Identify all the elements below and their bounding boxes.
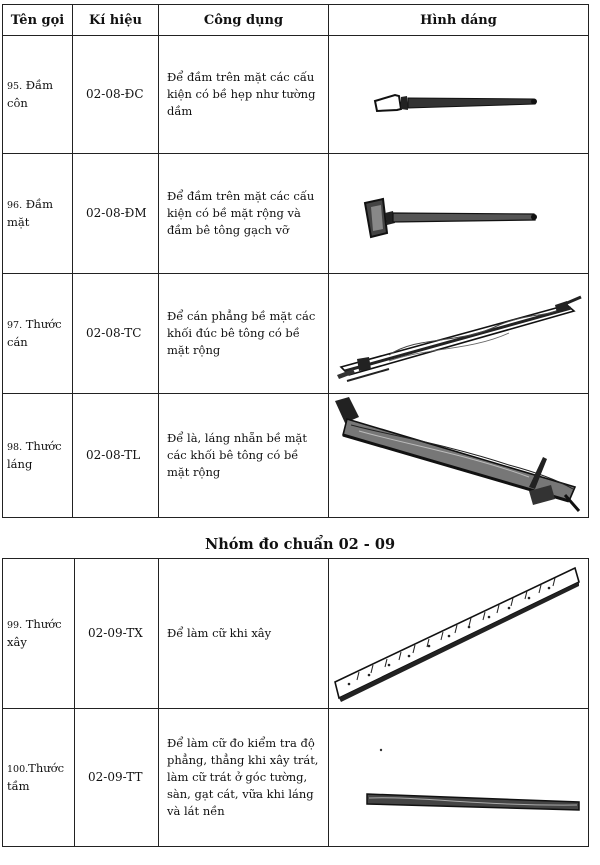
masonry-gauge-ruler-icon xyxy=(329,560,587,708)
tool-code-cell: 02-08-TL xyxy=(73,394,159,518)
straightedge-ruler-icon xyxy=(329,710,587,846)
tool-code-cell: 02-09-TT xyxy=(75,709,159,847)
tool-shape-cell xyxy=(329,394,589,518)
tool-shape-cell xyxy=(329,709,589,847)
table-header-row xyxy=(3,5,589,36)
tools-table-group-02-08 xyxy=(2,4,589,518)
tool-shape-cell xyxy=(329,36,589,154)
tool-use-cell: Để đầm trên mặt các cấu kiện có bề hẹp như tường dầm xyxy=(159,36,329,154)
table-row xyxy=(3,559,589,709)
tool-name-cell: 97. Thước cán xyxy=(3,274,73,394)
tool-use-cell: Để là, láng nhẵn bề mặt các khối bê tông có bề mặt rộng xyxy=(159,394,329,518)
tool-code-cell: 02-08-ĐC xyxy=(73,36,159,154)
tool-name-cell: 95. Đầm côn xyxy=(3,36,73,154)
table-row xyxy=(3,36,589,154)
tool-name-cell: 96. Đầm mặt xyxy=(3,154,73,274)
tool-shape-cell xyxy=(329,274,589,394)
tool-code-cell: 02-08-TC xyxy=(73,274,159,394)
tool-use-cell: Để đầm trên mặt các cấu kiện có bề mặt rộng và đầm bê tông gạch vỡ xyxy=(159,154,329,274)
surface-tamper-icon xyxy=(329,155,587,273)
screed-ruler-icon xyxy=(329,275,587,393)
tool-name-cell: 98. Thước láng xyxy=(3,394,73,518)
tool-use-cell: Để làm cữ đo kiểm tra độ phẳng, thẳng khi xây trát, làm cữ trát ở góc tường, sàn, gạt cát, vữa khi láng và lát nền xyxy=(159,709,329,847)
header-shape: Hình dáng xyxy=(329,5,589,36)
table-row xyxy=(3,709,589,847)
section-title: Nhóm đo chuẩn 02 - 09 xyxy=(204,536,396,553)
tool-name-cell: 99. Thước xây xyxy=(3,559,75,709)
tool-shape-cell xyxy=(329,559,589,709)
header-code: Kí hiệu xyxy=(73,5,159,36)
table-row xyxy=(3,154,589,274)
tool-use-cell: Để cán phẳng bề mặt các khối đúc bê tông có bề mặt rộng xyxy=(159,274,329,394)
table-row xyxy=(3,274,589,394)
cone-tamper-icon xyxy=(329,37,587,153)
tool-name-cell: 100.Thước tầm xyxy=(3,709,75,847)
tool-use-cell: Để làm cữ khi xây xyxy=(159,559,329,709)
tool-code-cell: 02-09-TX xyxy=(75,559,159,709)
tools-table-group-02-09 xyxy=(2,558,589,847)
tool-shape-cell xyxy=(329,154,589,274)
table-row xyxy=(3,394,589,518)
header-name: Tên gọi xyxy=(3,5,73,36)
header-use: Công dụng xyxy=(159,5,329,36)
smoothing-ruler-icon xyxy=(329,395,587,517)
tool-code-cell: 02-08-ĐM xyxy=(73,154,159,274)
